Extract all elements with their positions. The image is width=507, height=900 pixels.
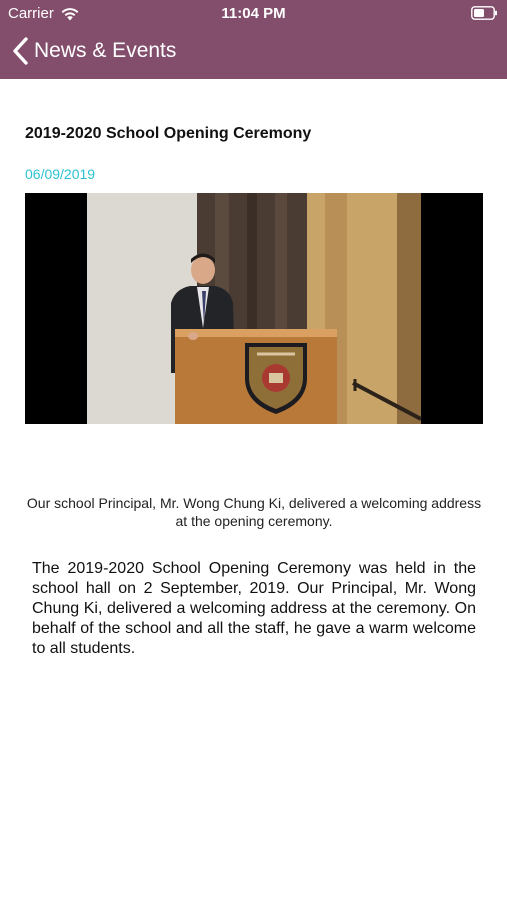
- image-caption: Our school Principal, Mr. Wong Chung Ki, delivered a welcoming address at the opening ceremony.: [26, 495, 482, 529]
- ceremony-photo: [25, 193, 483, 424]
- back-button-label: News & Events: [34, 39, 177, 62]
- back-button[interactable]: [11, 36, 176, 66]
- article-photo[interactable]: [25, 193, 483, 424]
- battery-icon: [471, 6, 498, 20]
- navigation-bar: [0, 31, 507, 75]
- status-bar: [0, 0, 507, 27]
- clock: 11:04 PM: [221, 5, 286, 22]
- article-title: 2019-2020 School Opening Ceremony: [25, 125, 312, 142]
- top-header: [0, 0, 507, 79]
- article-date: 06/09/2019: [25, 166, 96, 182]
- carrier-label: Carrier: [8, 5, 54, 22]
- chevron-left-icon: [11, 36, 31, 66]
- article-body: The 2019-2020 School Opening Ceremony was held in the school hall on 2 September, 2019. Our Principal, Mr. Wong Chung Ki, delivered a welcoming address at the ceremony. On behalf of the school and all the staff, he gave a warm welcome to all students.: [32, 560, 476, 657]
